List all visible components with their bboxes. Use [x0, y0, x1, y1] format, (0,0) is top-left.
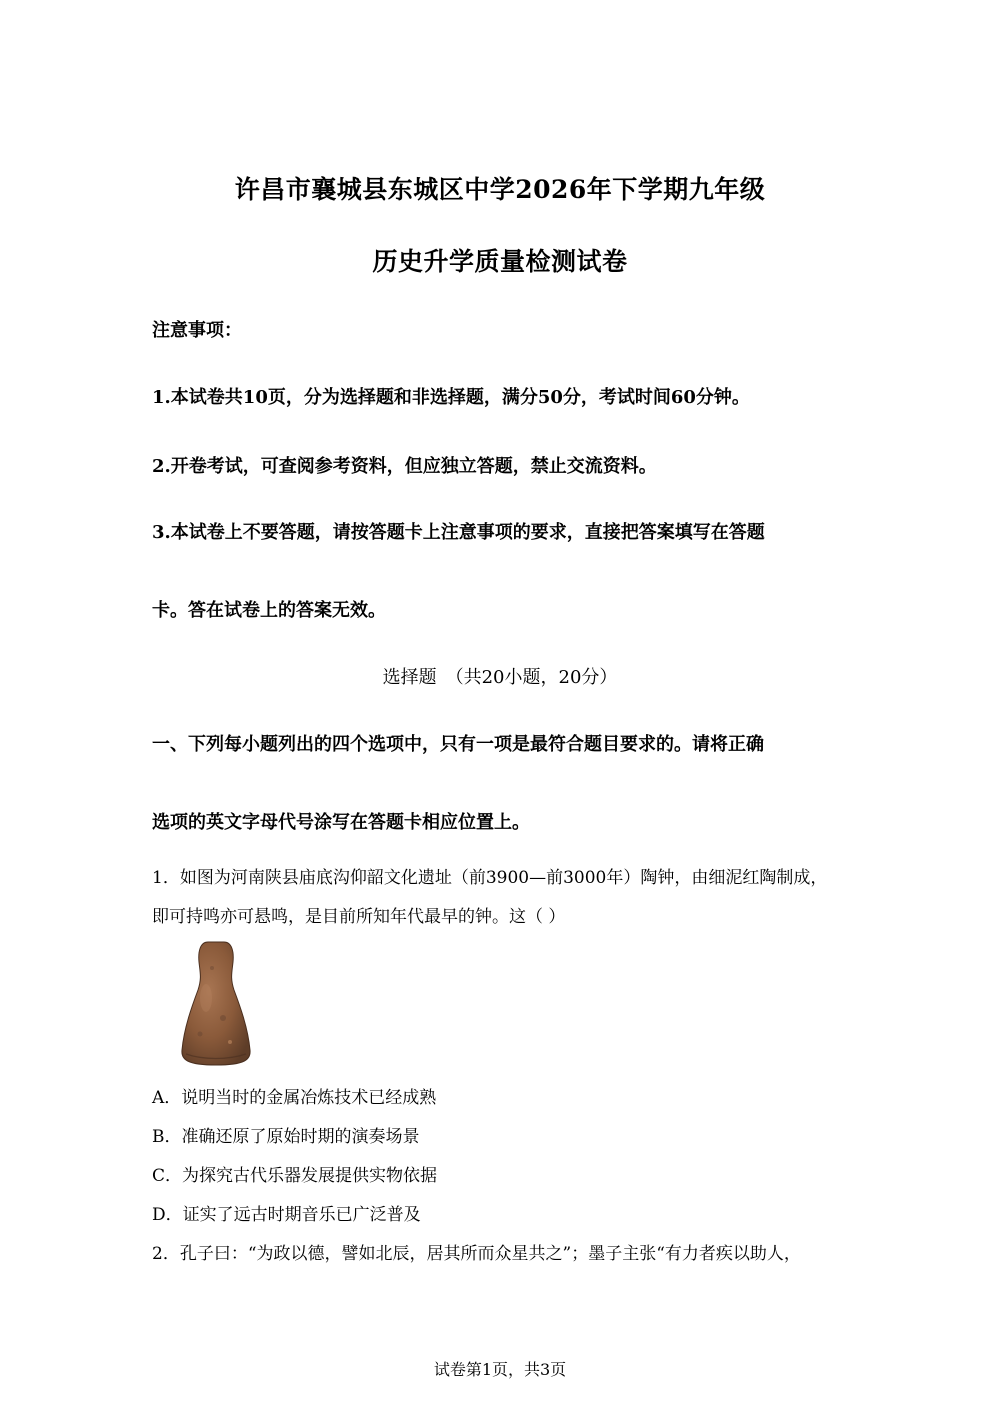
notice-item-1: 1.本试卷共10页，分为选择题和非选择题，满分50分，考试时间60分钟。: [152, 387, 750, 408]
title-line2: 历史升学质量检测试卷: [372, 247, 628, 276]
q1-option-c: C．为探究古代乐器发展提供实物依据: [152, 1166, 438, 1186]
q1-stem-line2: 即可持鸣亦可悬鸣，是目前所知年代最早的钟。这（ ）: [152, 907, 566, 927]
section-instruction-line1: 一、下列每小题列出的四个选项中，只有一项是最符合题目要求的。请将正确: [152, 734, 764, 755]
q1-option-a: A．说明当时的金属冶炼技术已经成熟: [152, 1088, 437, 1108]
section-instruction-line2: 选项的英文字母代号涂写在答题卡相应位置上。: [152, 812, 530, 833]
pottery-bell-image: [178, 938, 254, 1068]
notice-heading: 注意事项：: [152, 320, 242, 341]
notice-item-2: 2.开卷考试，可查阅参考资料，但应独立答题，禁止交流资料。: [152, 456, 657, 477]
title-line1: 许昌市襄城县东城区中学2026年下学期九年级: [234, 175, 766, 204]
page-footer: 试卷第1页，共3页: [433, 1360, 567, 1379]
notice-item-4: 卡。答在试卷上的答案无效。: [152, 600, 386, 621]
q1-option-d: D．证实了远古时期音乐已广泛普及: [152, 1205, 421, 1225]
notice-item-3: 3.本试卷上不要答题，请按答题卡上注意事项的要求，直接把答案填写在答题: [152, 522, 765, 543]
q2-stem-line1: 2．孔子曰：“为政以德，譬如北辰，居其所而众星共之”；墨子主张“有力者疾以助人，: [152, 1244, 801, 1264]
q1-option-b: B．准确还原了原始时期的演奏场景: [152, 1127, 420, 1147]
section-label: 选择题 （共20小题，20分）: [382, 667, 618, 688]
q1-stem-line1: 1．如图为河南陕县庙底沟仰韶文化遗址（前3900—前3000年）陶钟，由细泥红陶制成，: [152, 868, 828, 888]
